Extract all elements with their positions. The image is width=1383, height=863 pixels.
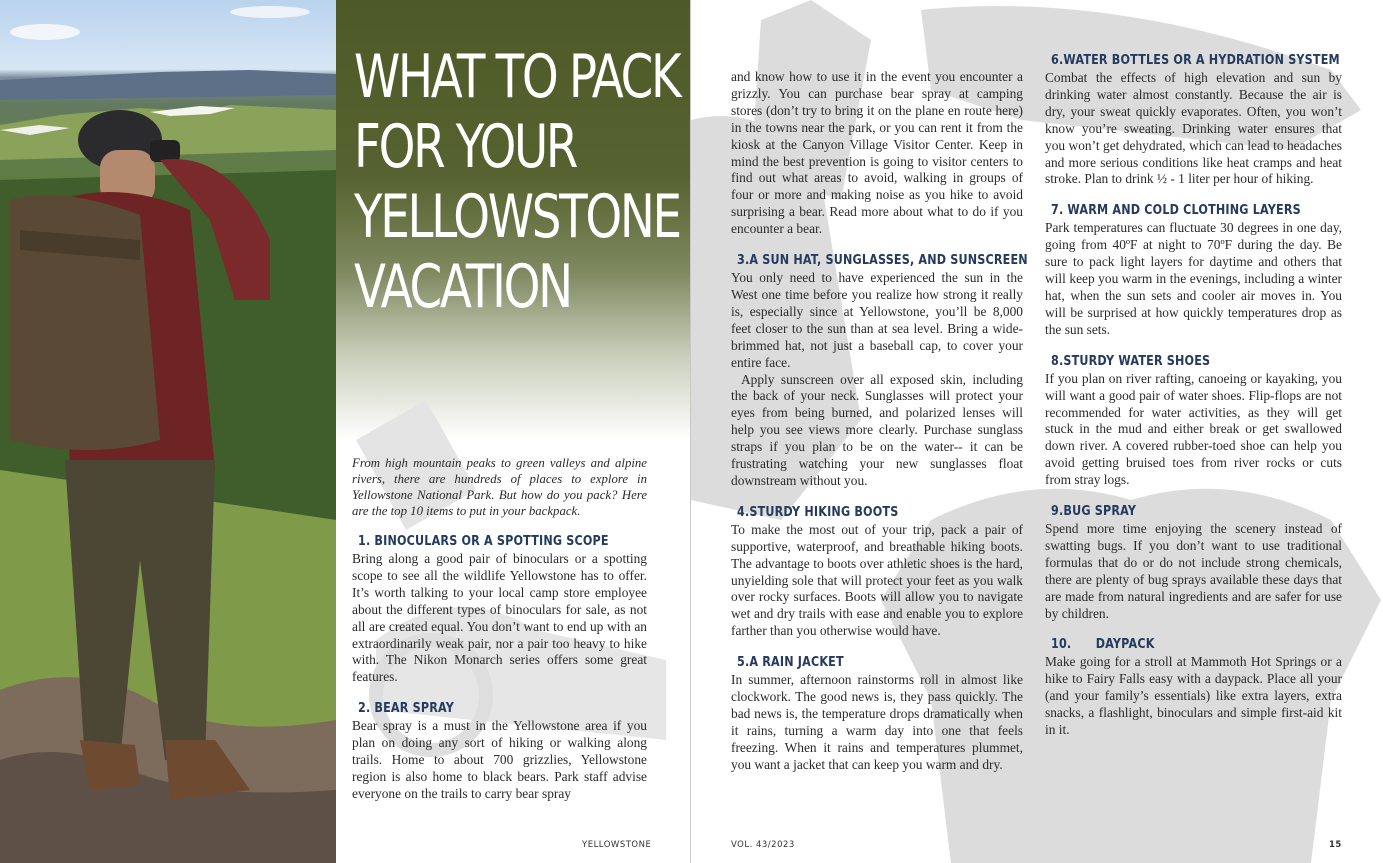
section-clothing-layers (1045, 202, 1342, 338)
section-body: To make the most out of your trip, pack a pair of supportive, waterproof, and breathable hiking boots. The advantage to boots over athletic shoes is the hard, unyielding sole that will protect your feet as you walk over rocky surfaces. Boots will allow you to navigate wet and dry trails with ease and enable you to explore farther than you otherwise would have. (731, 521, 1023, 639)
section-body: In summer, afternoon rainstorms roll in almost like clockwork. The good news is, they pass quickly. The bad news is, the temperature drops dramatically when it rains, turning a warm day into one that feels freezing. When it rains and temperatures plummet, you want a jacket that can keep you warm and dry. (731, 672, 1023, 772)
section-body: Apply sunscreen over all exposed skin, including the back of your neck. Sunglasses will protect your eyes from being burned, and polarized lenses will help you see views more clearly. Purchase sunglass straps if you plan to be on the water-- it can be frustrating watching your new sunglasses float downstream without you. (731, 371, 1023, 488)
footer-publication: YELLOWSTONE (582, 840, 652, 850)
section-bear-spray (352, 700, 647, 803)
binoculars (150, 140, 180, 162)
page-number: 15 (1329, 840, 1342, 850)
section-heading: 8.STURDY WATER SHOES (1051, 353, 1211, 369)
section-body: Park temperatures can fluctuate 30 degrees in one day, going from 40ºF at night to 70ºF during the day. Be sure to pack light layers for daytime and others that will keep you warm in the evenings, including a winter hat, when the sun sets and cooler air moves in. You will be surprised at how quickly temperatures drop as the sun sets. (1045, 220, 1342, 337)
page-spine (690, 0, 691, 863)
title-line: VACATION (354, 252, 571, 322)
section-heading: 3.A SUN HAT, SUNGLASSES, AND SUNSCREEN (737, 253, 1028, 269)
hiker-photo (0, 0, 336, 863)
section-daypack (1045, 636, 1342, 739)
section-heading: 2. BEAR SPRAY (358, 701, 455, 717)
section-hiking-boots (731, 504, 1023, 640)
section-heading: 5.A RAIN JACKET (737, 655, 844, 671)
cloud (230, 6, 310, 18)
section-heading: 4.STURDY HIKING BOOTS (737, 504, 899, 520)
section-heading: 7. WARM AND COLD CLOTHING LAYERS (1051, 203, 1301, 219)
boot (80, 740, 140, 790)
section-rain-jacket (731, 654, 1023, 773)
section-binoculars (352, 533, 647, 686)
section-sun-protection (731, 252, 1028, 490)
section-body: Make going for a stroll at Mammoth Hot Springs or a hike to Fairy Falls easy with a daypack. Place all your (and your family’s essentials) like extra layers, extra snacks, a flashlight, binoculars and simple first-aid kit in it. (1045, 654, 1342, 738)
section-heading: 10. DAYPACK (1051, 637, 1155, 653)
section-heading: 9.BUG SPRAY (1051, 504, 1137, 520)
section-body: Combat the effects of high elevation and sun by drinking water almost constantly. Because the air is dry, your sweat quickly evaporates. Often, you won’t know you’re sweating. Drinking water ensures that you won’t get dehydrated, which can lead to headaches and more serious conditions like heat cramps and heat stroke. Plan to drink ½ - 1 liter per hour of hiking. (1045, 70, 1342, 187)
column-2 (731, 69, 1028, 788)
section-body: Spend more time enjoying the scenery instead of swatting bugs. If you don’t want to use traditional formulas that do or do not include strong chemicals, there are plenty of bug sprays available these days that are made from natural ingredients and are safer for use by children. (1045, 521, 1342, 621)
title-line: WHAT TO PACK (354, 42, 680, 112)
column-3 (1045, 52, 1342, 753)
section-body-continued: and know how to use it in the event you encounter a grizzly. You can purchase bear spray at camping stores (don’t try to bring it on the plane en route here) in the towns near the park, or you can rent it from the kiosk at the Canyon Village Visitor Center. Keep in mind the best prevention is going to visitor centers to find out what areas to avoid, walking in groups of four or more and making noise as you hike to avoid surprising a bear. Read more about what to do if you encounter a bear. (731, 69, 1023, 237)
section-body: Bear spray is a must in the Yellowstone area if you plan on doing any sort of hiking or walking along trails. Home to about 700 grizzlies, Yellowstone region is also home to black bears. Park staff advise everyone on the trails to carry bear spray (352, 718, 647, 801)
section-body: If you plan on river rafting, canoeing or kayaking, you will want a good pair of water shoes. Flip-flops are not recommended for water activities, as they will get stuck in the mud and either break or get swallowed down river. A covered rubber-toed shoe can help you avoid getting bruised toes from river rocks or cuts from stray logs. (1045, 370, 1342, 488)
section-heading: 1. BINOCULARS OR A SPOTTING SCOPE (358, 534, 609, 549)
hiker-illustration (0, 0, 336, 863)
page-title (354, 42, 680, 322)
title-line: YELLOWSTONE (354, 182, 680, 252)
cloud (10, 24, 80, 40)
section-body: Bring along a good pair of binoculars or a spotting scope to see all the wildlife Yellowstone has to offer. It’s worth talking to your local camp store employee about the different types of binoculars for sale, as not all are created equal. You don’t want to end up with an extraordinarily weak pair, nor a pair too heavy to hike with. The Nikon Monarch series offers some great features. (352, 551, 647, 685)
title-line: FOR YOUR (354, 112, 577, 182)
section-water-shoes (1045, 353, 1342, 489)
section-heading: 6.WATER BOTTLES OR A HYDRATION SYSTEM (1051, 53, 1340, 68)
mountain-ridge (0, 70, 336, 100)
section-bug-spray (1045, 503, 1342, 622)
intro-text: From high mountain peaks to green valleys and alpine rivers, there are hundreds of places to explore in Yellowstone National Park. But how do you pack? Here are the top 10 items to put in your backpack. (352, 456, 647, 518)
section-water-bottles (1045, 52, 1342, 188)
section-body: You only need to have experienced the sun in the West one time before you realize how strong it really is, especially since at Yellowstone, you’ll be 8,000 feet closer to the sun than at sea level. Bring a wide-brimmed hat, not just a baseball cap, to cover your entire face. (731, 270, 1023, 370)
footer-issue: VOL. 43/2023 (731, 840, 795, 850)
column-1 (352, 455, 647, 817)
